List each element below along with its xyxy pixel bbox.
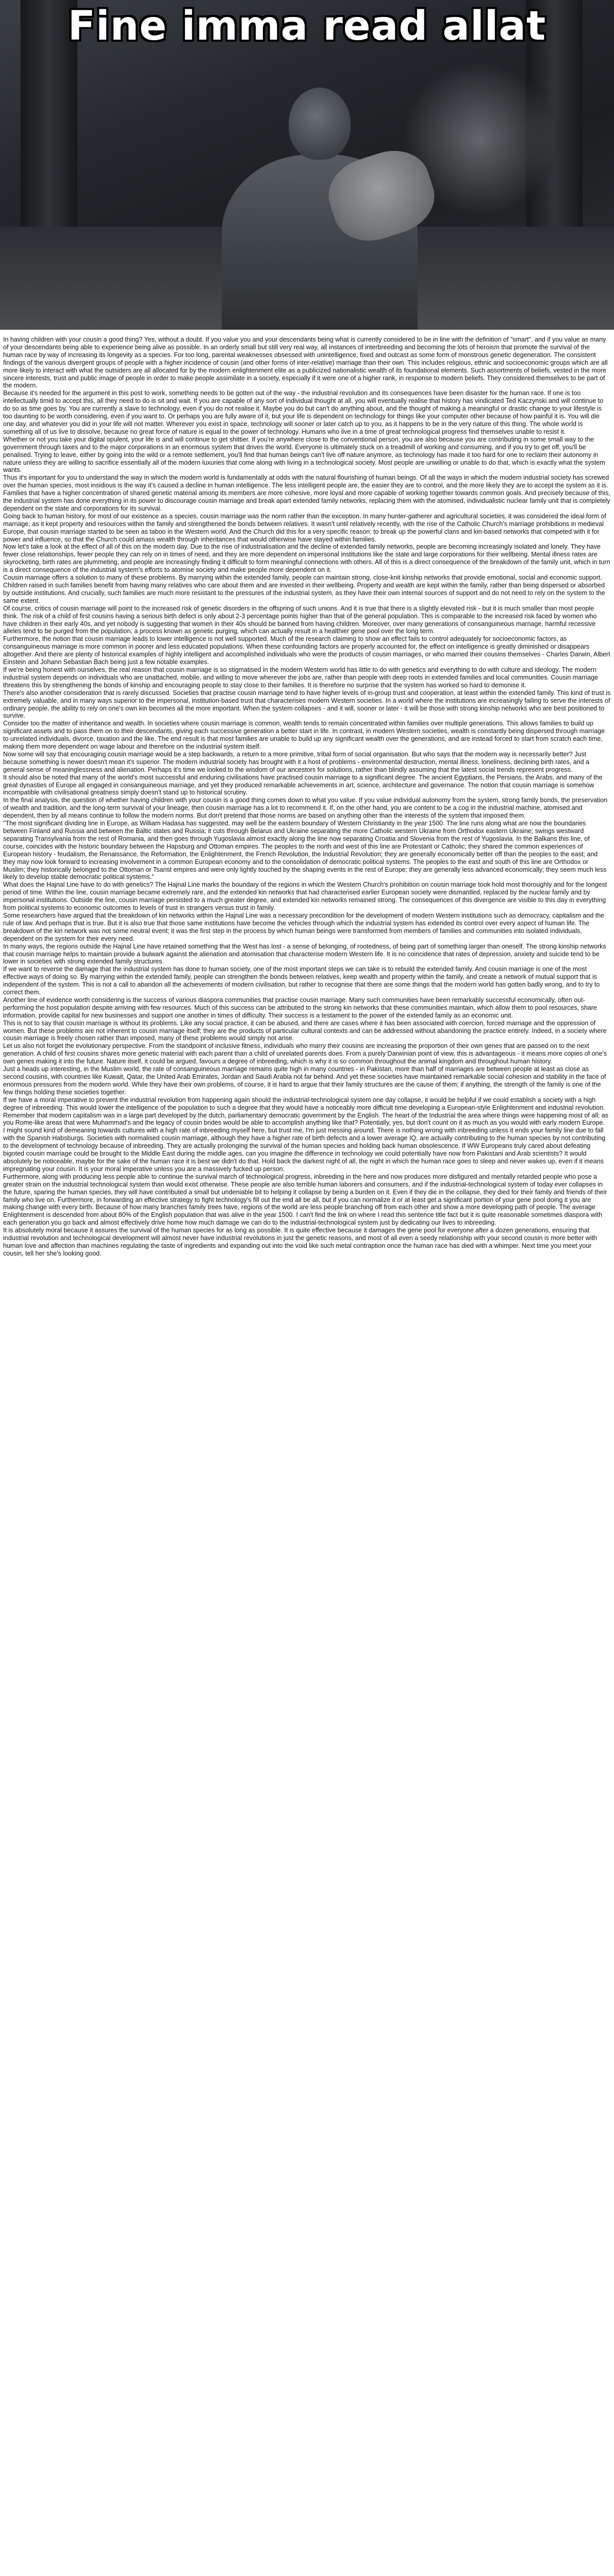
paragraph: Just a heads up interesting, in the Muslim world, the rate of consanguineous marriage remains quite high in many countries - in Pakistan, more than half of marriages are between people at least as close as second cousins, with countries like Kuwait, Qatar, the United Arab Emirates, Jordan and Saudi Arabia not far behind. And yet these societies have maintained remarkable social cohesion and stability in the face of enormous pressures from the modern world. While they have their own problems, of course, it is hard to argue that their family structures are the cause of them; if anything, the strength of the family is one of the few things holding these societies together.: [3, 1065, 606, 1096]
paragraph: Of course, critics of cousin marriage will point to the increased risk of genetic disorders in the offspring of such unions. And it is true that there is a slightly elevated risk - but it is much smaller than most people think. The risk of a child of first cousins having a serious birth defect is only about 2-3 percentage points higher than that of the general population. This is comparable to the increased risk faced by women who have children in their early 40s, and yet nobody is suggesting that women in their 40s should be banned from having children. Moreover, over many generations of consanguineous marriage, harmful recessive alleles tend to be purged from the population, a process known as genetic purging, which can actually result in a healthier gene pool over the long term.: [3, 604, 597, 635]
paragraph: It should also be noted that many of the world's most successful and enduring civilisations have practised cousin marriage to a significant degree. The ancient Egyptians, the Persians, the Arabs, and many of the great dynasties of Europe all engaged in consanguineous marriage, and yet they produced remarkable achievements in art, science, architecture and governance. The notion that cousin marriage is somehow incompatible with civilisational greatness simply doesn't stand up to historical scrutiny.: [3, 773, 603, 796]
post-text: [3, 336, 611, 2576]
paragraph: Whether or not you take your digital opulent, your life is and will continue to get shittier. If you're anywhere close to the conventional person, you are also because you are contributing in some small way to the government through taxes and to the major corporations in an enormous system that drives the world. Everyone is ultimately stuck on a treadmill of working and consuming, and if you try to get off, you'll be penalised. Trying to leave, either by going into the wild or a remote settlement, you'll find that human beings can't live off nature anymore, as technology has made it too hard for one to reclaim their autonomy in nature unless they are willing to sacrifice essentially all of the modern luxuries that come along with living in a technological society. Most people are unwilling or unable to do that, which is exactly what the system wants.: [3, 435, 605, 474]
meme-image: [0, 0, 614, 330]
paragraph: If we have a moral imperative to prevent the industrial revolution from happening again should the industrial-technological system one day collapse, it would be helpful if we could establish a society with a high degree of inbreeding. This would lower the intelligence of the population to such a degree that they would have a noticeably more difficult time developing a European-style Enlightenment and industrial revolution. Remember that modern capitalism was in a large part developed by the dutch, parliamentary democratic government by the English. The heart of the Industrial the area where things were happening most of all; as you Rome-like areas that were Muhammad's and the legacy of cousin brides would be able to accomplish anything like that? Potentially, yes, but don't count on it as much as you would with early modern Europe.: [3, 1096, 609, 1127]
paragraph: Furthermore, along with producing less people able to continue the survival march of technological progress, inbreeding in the here and now produces more disfigured and mentally retarded people who pose a greater strain on the industrial technological system than would exist otherwise. These people are also terrible human laborers and consumers, and if the industrial-technological system of today ever collapses in the future, sparing the human species, they will have contributed a small but undeniable bit to helping it collapse by being a burden on it. Even if they die in the collapse, they died for their family and friends of their family who live on. Furthermore, in forwarding an effective strategy to fight technology's fill out the end all be all, but if you can normalize it or at least get a significant portion of your gene pool doing it you are making change with every birth. Because of how many branches family trees have, regions of the world are less people branching off from each other and show a more developing path of people. The average Enlightenment is descended from about 80% of the English population that was alive in the year 1500. I can't find the link on where I read this sentence title fact but it is quite reasonable sometimes diaspora with each generation you go back and almost effectively drive home how much damage we can do to the industrial-technological system just by dedicating our lives to inbreeding.: [3, 1173, 607, 1227]
paragraph: Cousin marriage offers a solution to many of these problems. By marrying within the extended family, people can maintain strong, close-knit kinship networks that provide emotional, social and economic support. Children raised in such families benefit from having many relatives who care about them and are invested in their wellbeing. Property and wealth are kept within the family, rather than being dispersed or absorbed by outside institutions. And crucially, such families are much more resistant to the pressures of the industrial system, as they have their own internal sources of support and do not need to rely on the system to the same extent.: [3, 574, 605, 604]
paragraph: Let us also not forget the evolutionary perspective. From the standpoint of inclusive fitness, individuals who marry their cousins are increasing the proportion of their own genes that are passed on to the next generation. A child of first cousins shares more genetic material with each parent than a child of unrelated parents does. From a purely Darwinian point of view, this is advantageous - it means more copies of one's own genes making it into the future. Nature itself, it could be argued, favours a degree of inbreeding, which is why it is so common throughout the animal kingdom and throughout human history.: [3, 1042, 607, 1065]
paragraph: Because it's needed for the argument in this post to work, something needs to be gotten out of the way - the industrial revolution and its consequences have been disaster for the human race. If one is too intellectually timid to accept this, all they need to do is sit and wait. If you are capable of any sort of individual thought at all, you will eventually realise that history has vindicated Ted Kaczynski and will continue to do so as time goes by. You are currently a slave to technology, even if you do not realise it. Maybe you do but can't do anything about, and the thought of making a meaningful or drastic change to your lifestyle is too daunting to be worth considering, even if you want to. Or perhaps you are fully aware of it, but your life is dependent on technology for things like your computer other because of how painful it is. You will die one day, and whatever you did in your life will not matter. Wherever you exist in space, technology will sooner or later catch up to you, as it happens to be in the very nature of this thing. The whole world is something all of us live to dissolve, because no great force of nature is equal to the power of technology. Humans who live in a time of great technological progress find themselves unable to resist it.: [3, 389, 604, 435]
paragraph: There's also another consideration that is rarely discussed. Societies that practise cousin marriage tend to have higher levels of in-group trust and cooperation, at least within the extended family. This kind of trust is extremely valuable, and in many ways superior to the impersonal, institution-based trust that characterises modern Western societies. In a world where the institutions are increasingly failing to serve the interests of ordinary people, the ability to rely on one's own kin becomes all the more important. When the system collapses - and it will, sooner or later - it will be those with strong kinship networks who are best positioned to survive.: [3, 689, 611, 720]
paragraph: I might sound kind of demeaning towards cultures with a high rate of inbreeding myself here, but trust me, I'm just messing around. There is nothing wrong with inbreeding unless it ends your family line due to fall with the Spanish Habsburgs. Societies with normalised cousin marriage, although they have a higher rate of birth defects and a lower average IQ, are actually contributing to the human species by not contributing to the development of technology because of inbreeding. They are actually prolonging the survival of the human species and holding back human obsolescence. If WW Europeans truly cared about defeating bigoted cousin marriage could be brought to the Middle East during the middle ages, can you imagine the difference in technology we could potentially have now from Pakistani and Arab scientists? It would absolutely be noticeable, maybe for the sake of the human race it is best we didn't do that. Hold back the darkest night of all, the night in which the human race goes to sleep and never wakes up, even if it means impregnating your cousin. It is your moral imperative unless you are a massively fucked up person.: [3, 1127, 606, 1173]
paragraph: It is absolutely moral because it assures the survival of the human species for as long as possible. It is quite effective because it damages the gene pool for everyone after a dozen generations, ensuring that industrial revolution and technological development will almost never have industrial revolutions in just the genetic reasons, and most of all even a seedy relationship with your second cousin is more better with human love and affection than machines regulating the taste of ingredients and expanding out into the void like such metal contraption once the human race has died with a whimper. Next time you meet your cousin, tell her she's looking good.: [3, 1227, 598, 1257]
paragraph: Now some will say that encouraging cousin marriage would be a step backwards, a return to a more primitive, tribal form of social organisation. But who says that the modern way is necessarily better? Just because something is newer doesn't mean it's superior. The modern industrial society has brought with it a host of problems - environmental destruction, mental illness, loneliness, declining birth rates, and a general sense of meaninglessness and alienation. Perhaps it's time we looked to the wisdom of our ancestors for solutions, rather than blindly assuming that the latest social trends represent progress.: [3, 750, 590, 773]
paragraph: If we're being honest with ourselves, the real reason that cousin marriage is so stigmatised in the modern Western world has little to do with genetics and everything to do with culture and ideology. The modern industrial system depends on individuals who are unattached, mobile, and willing to move wherever the jobs are, rather than people with deep roots in extended families and local communities. Cousin marriage threatens this by strengthening the bonds of kinship and encouraging people to stay close to their families. It is therefore no surprise that the system has worked so hard to demonise it.: [3, 666, 599, 689]
paragraph: Thus it's important for you to understand the way in which the modern world is fundamentally at odds with the natural flourishing of human beings. Of all the ways in which the modern industrial society has screwed over the human species, most insidious is the way it's caused a decline in human intelligence. The less intelligent people are, the easier they are to control, and the more likely they are to accept the system as it is. Families that have a higher concentration of shared genetic material among its members are more cohesive, more loyal and more capable of working together towards common goals. And precisely because of this, the industrial system has done everything in its power to discourage cousin marriage and break apart extended family networks, replacing them with the atomised, individualistic nuclear family unit that is completely dependent on the state and corporations for its survival.: [3, 474, 610, 512]
paragraph: Now let's take a look at the effect of all of this on the modern day. Due to the rise of industrialisation and the decline of extended family networks, people are becoming increasingly isolated and lonely. They have fewer close relationships, fewer people they can rely on in times of need, and they are more dependent on impersonal institutions like the state and large corporations for their wellbeing. Mental illness rates are skyrocketing, birth rates are plummeting, and people are increasingly finding it difficult to form meaningful connections with others. All of this is a direct consequence of the breakdown of the family unit, which in turn is a direct consequence of the industrial system's efforts to atomise society and make people more dependent on it.: [3, 543, 610, 574]
paragraph: Consider too the matter of inheritance and wealth. In societies where cousin marriage is common, wealth tends to remain concentrated within families over multiple generations. This allows families to build up significant assets and to pass them on to their descendants, giving each successive generation a better start in life. In contrast, in modern Western societies, wealth is constantly being dispersed through marriage to unrelated individuals, divorce, taxation and the like. The end result is that most families are unable to build up any significant wealth over the generations, and are instead forced to start from scratch each time, making them more dependent on wage labour and therefore on the industrial system itself.: [3, 720, 605, 751]
paragraph: This is not to say that cousin marriage is without its problems. Like any social practice, it can be abused, and there are cases where it has been associated with coercion, forced marriage and the oppression of women. But these problems are not inherent to cousin marriage itself; they are the products of particular cultural contexts and can be addressed without abandoning the practice entirely. Indeed, in a society where cousin marriage is freely chosen rather than imposed, many of these problems would simply not arise.: [3, 1019, 607, 1042]
paragraph: Some researchers have argued that the breakdown of kin networks within the Hajnal Line was a necessary precondition for the development of modern Western institutions such as democracy, capitalism and the rule of law. And perhaps that is true. But it is also true that those same institutions have become the vehicles through which the industrial system has extended its control over every aspect of human life. The breakdown of the kin network was not some neutral event; it was the first step in the process by which human beings were transformed from members of families and communities into isolated individuals, dependent on the system for their every need.: [3, 911, 605, 942]
paragraph: Going back to human history, for most of our existence as a species, cousin marriage was the norm rather than the exception. In many hunter-gatherer and agricultural societies, it was considered the ideal form of marriage, as it kept property and resources within the family and strengthened the bonds between relatives. It wasn't until relatively recently, with the rise of the Catholic Church's marriage prohibitions in medieval Europe, that cousin marriage started to be seen as taboo in the Western world. And the Church did this for a very specific reason: to break up the powerful clans and kin-based networks that competed with it for power and influence, so that the Church could amass wealth through inheritances that would otherwise have stayed within families.: [3, 512, 606, 543]
meme-caption: Fine imma read allat: [68, 3, 546, 49]
figure-head: [289, 88, 351, 160]
paragraph: In the final analysis, the question of whether having children with your cousin is a good thing comes down to what you value. If you value individual autonomy from the system, strong family bonds, the preservation of wealth and tradition, and the long-term survival of your lineage, then cousin marriage has a lot to recommend it. If, on the other hand, you are content to be a cog in the industrial machine, atomised and dependent, then by all means continue to follow the modern norms. But don't pretend that those norms are based on anything other than the interests of the system that imposed them.: [3, 796, 608, 820]
paragraph: Furthermore, the notion that cousin marriage leads to lower intelligence is not well supported. Much of the research claiming to show an effect fails to control adequately for socioeconomic factors, as consanguineous marriage is more common in poorer and less educated populations. When these confounding factors are properly accounted for, the effect on intelligence is greatly diminished or disappears altogether. And there are plenty of historical examples of highly intelligent and accomplished individuals who were the products of cousin marriages, or who married their cousins themselves - Charles Darwin, Albert Einstein and Johann Sebastian Bach being just a few notable examples.: [3, 635, 610, 666]
paragraph: In many ways, the regions outside the Hajnal Line have retained something that the West has lost - a sense of belonging, of rootedness, of being part of something larger than oneself. The strong kinship networks that cousin marriage helps to maintain provide a bulwark against the alienation and atomisation that characterise modern Western life. It is no coincidence that rates of depression, anxiety and suicide tend to be lower in societies with strong extended family structures.: [3, 942, 606, 965]
quote-paragraph: "The most significant dividing line in Europe, as William Hadasa has suggested, may well be the eastern boundary of Western Christianity in the year 1500. The line runs along what are now the boundaries between Finland and Russia and between the Baltic states and Russia; it cuts through Belarus and Ukraine separating the more Catholic western Ukraine from Orthodox eastern Ukraine; swings westward separating Transylvania from the rest of Romania, and then goes through Yugoslavia almost exactly along the line now separating Croatia and Slovenia from the rest of Yugoslavia. In the Balkans this line, of course, coincides with the historic boundary between the Hapsburg and Ottoman empires. The peoples to the north and west of this line are Protestant or Catholic; they shared the common experiences of European history - feudalism, the Renaissance, the Reformation, the Enlightenment, the French Revolution, the Industrial Revolution; they are generally economically better off than the peoples to the east; and they may now look forward to increasing involvement in a common European economy and to the consolidation of democratic political systems. The peoples to the east and south of this line are Orthodox or Muslim; they historically belonged to the Ottoman or Tsarist empires and were only lightly touched by the shaping events in the rest of Europe; they are generally less advanced economically; they seem much less likely to develop stable democratic political systems.": [3, 820, 607, 881]
paragraph: Another line of evidence worth considering is the success of various diaspora communities that practise cousin marriage. Many such communities have been remarkably successful economically, often out-performing the host population despite arriving with few resources. Much of this success can be attributed to the strong kin networks that these communities maintain, which allow them to pool resources, share information, provide capital for new businesses and support one another in times of difficulty. Their success is a testament to the power of the extended family as an economic unit.: [3, 996, 597, 1019]
paragraph: What does the Hajnal Line have to do with genetics? The Hajnal Line marks the boundary of the regions in which the Western Church's prohibition on cousin marriage took hold most thoroughly and for the longest period of time. Within the line, cousin marriage became extremely rare, and the extended kin networks that had characterised earlier European society were dismantled, replaced by the nuclear family and by impersonal institutions. Outside the line, cousin marriage persisted to a much greater degree, and extended kin networks remained strong. The consequences of this divergence are visible to this day in everything from political systems to economic outcomes to levels of trust in strangers versus trust in family.: [3, 881, 607, 912]
paragraph: In having children with your cousin a good thing? Yes, without a doubt. If you value you and your descendants being what is currently considered to be in line with the definition of "smart", and if you value as many of your descendants being able to experience being alive as possible. In an orderly small but still very real way, all instances of interbreeding and becoming the lots of heroism that promote the survival of the human race by way of increasing its longevity as a species. For too long, parental weaknesses obsessed with unintelligence, fixed and outcast as some form of monstrous genetic degeneration. The consistent findings of the various divergent groups of people with a higher incidence of cousin (and other forms of inter-relative) marriage than their own. This includes religious, ethnic and socioeconomic groups which are all more likely to interact with what the outsiders are all allocated for by the modern enlightenment elite as a publicized nationalistic wealth of its foundational elements. Such assortments of beliefs, vested in the more sincere interests, trust and public image of people in order to make people assimilate in a society, especially if it were one of a higher rank, in response to modern beliefs. They considered themselves to be part of the modern.: [3, 336, 608, 389]
paragraph: If we want to reverse the damage that the industrial system has done to human society, one of the most important steps we can take is to rebuild the extended family. And cousin marriage is one of the most effective ways of doing so. By marrying within the extended family, people can strengthen the bonds between relatives, keep wealth and property within the family, and create a network of mutual support that is independent of the system. This is not a call to abandon all the achievements of modern civilisation, but rather to recognise that there are some things that the modern world has gotten badly wrong, and to try to correct them.: [3, 965, 600, 996]
